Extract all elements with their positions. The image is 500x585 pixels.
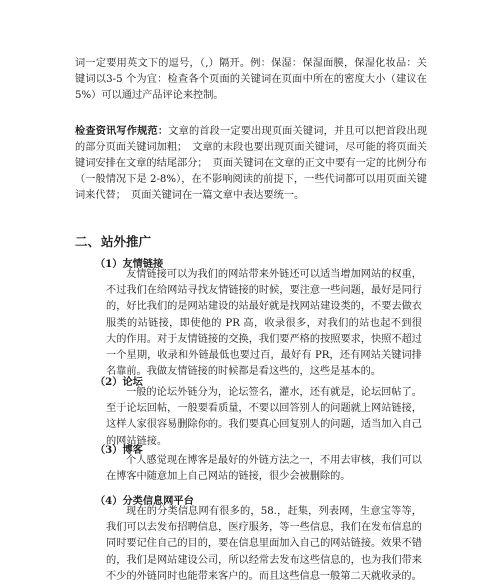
section-number: 二、	[75, 234, 101, 249]
intro-paragraph-keywords: 词一定要用英文下的逗号，（,）隔开。例：保湿：保湿面膜，保湿化妆品：关键词以3-5 个为宜：检查各个页面的关键词在页面中所在的密度大小（建议在 5%）可以通过产品评论来控制。	[75, 58, 427, 101]
intro-paragraph-writing-standards	[75, 123, 427, 204]
subsection-heading-friend-links: （1）友情链接	[95, 258, 164, 270]
writing-standards-lead: 检查资讯写作规范：	[75, 125, 169, 137]
subsection-body-friend-links: 友情链接可以为我们的网站带来外链还可以适当增加网站的权重，不过我们在给网站寻找友情链接的时候，要注意一些问题，最好是同行的，好比我们的是网站建设的站最好就是找网站建设类的，不要去做衣服类的站链接，即使他的 PR 高，收录很多，对我们的站也起不到很大的作用。对于友情链接的交换，我们要严格的按照要求，快照不超过一个星期，收录和外链最低也要过百，最好有 PR，还有网站关键词排名靠前。我做友情链接的时候都是看这些的，这些是基本的。	[106, 269, 422, 378]
subsection-heading-forum: （2）论坛	[95, 376, 143, 388]
section-title: 站外推广	[101, 234, 152, 249]
subsection-body-classifieds: 现在的分类信息网有很多的，58.，赶集，列表网，生意宝等等，我们可以去发布招聘信息，医疗服务，等一些信息，我们在发布信息的同时要记住自己的目的，要在信息里面加入自己的网站链接。效果不错的，我们是网站建设公司，所以经常去发布这些信息的，也为我们带来不少的外链同时也能带来客户的。而且这些信息一般第二天就收录的。	[106, 506, 422, 582]
subsection-body-forum: 一般的论坛外链分为，论坛签名，灌水，还有就是，论坛回帖了。至于论坛回帖，一般要看质量，不要以回答别人的问题就上网站链接，这样人家很容易删除你的。我们要真心回复别人的问题，适当加入自己的网站链接。	[106, 387, 422, 447]
writing-standards-body: 文章的首段一定要出现页面关键词，并且可以把首段出现的部分页面关键词加粗； 文章的末段也要出现页面关键词，尽可能的将页面关键词安排在文章的结尾部分； 页面关键词在文章的正文中要有一定的比例分布（一般情况下是 2-8%），在不影响阅读的前提下，一些代词都可以用页面关键词来代替； 页面关键词在一篇文章中表达要统一。	[75, 126, 428, 201]
subsection-heading-classifieds: （4）分类信息网平台	[95, 495, 194, 507]
subsection-body-blog: 个人感觉现在博客是最好的外链方法之一，不用去审核，我们可以在博客中随意加上自己网站的链接，很少会被删除的。	[106, 455, 422, 483]
subsection-heading-blog: （3）博客	[95, 444, 143, 456]
section-heading-offsite-promotion	[75, 232, 151, 250]
